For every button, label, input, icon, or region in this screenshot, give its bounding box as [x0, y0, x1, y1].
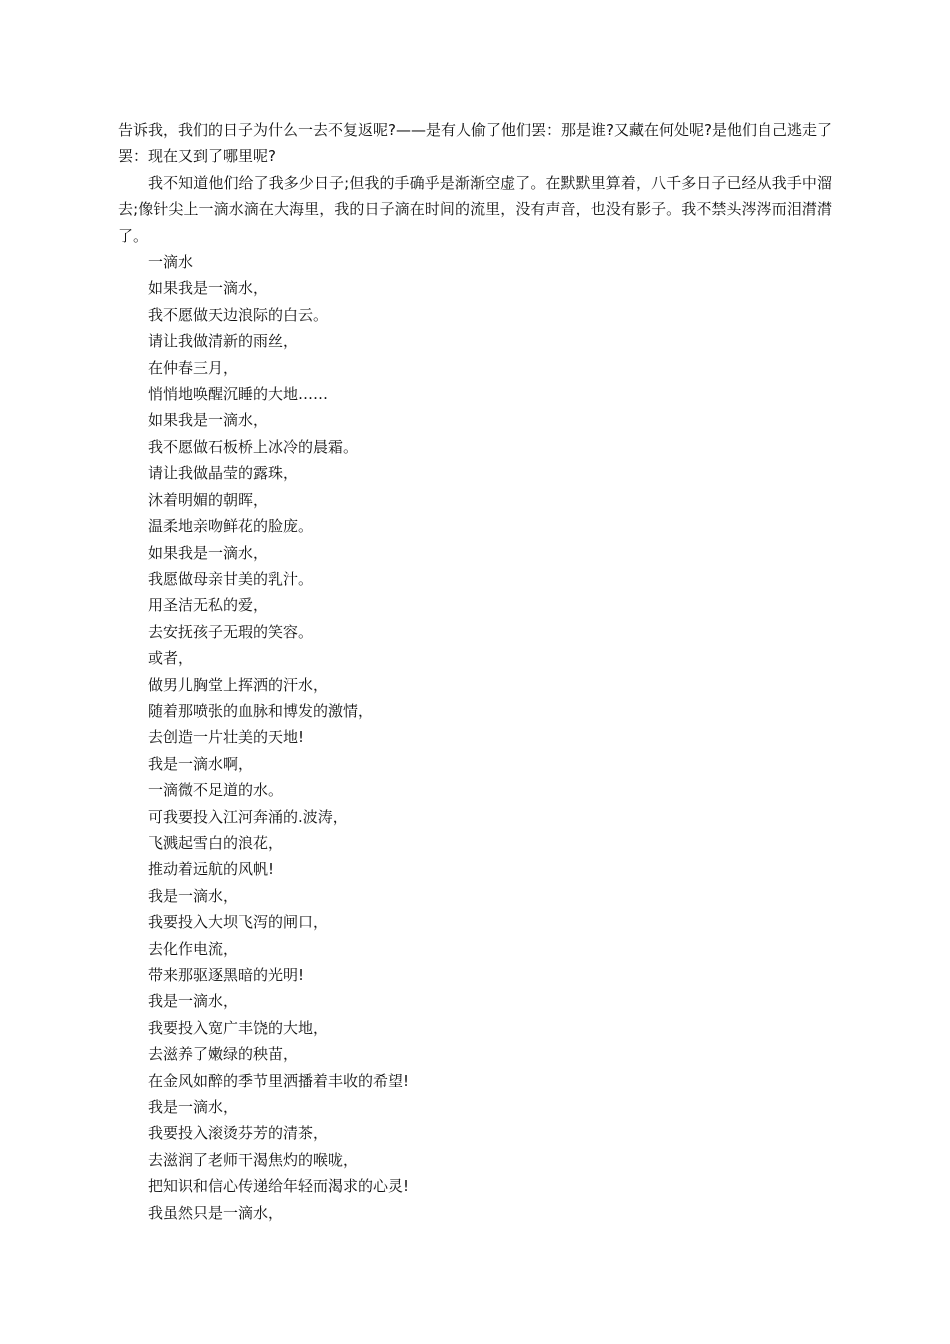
poem-line: 去滋润了老师干渴焦灼的喉咙，: [148, 1150, 359, 1169]
poem-line: 如果我是一滴水，: [148, 543, 269, 562]
poem-line: 请让我做清新的雨丝，: [148, 332, 299, 351]
poem-line: 我要投入大坝飞泻的闸口，: [148, 913, 329, 932]
poem-line: 飞溅起雪白的浪花，: [148, 833, 284, 852]
poem-line: 悄悄地唤醒沉睡的大地……: [148, 385, 329, 404]
poem-line: 去滋养了嫩绿的秧苗，: [148, 1045, 299, 1064]
poem-line: 如果我是一滴水，: [148, 279, 269, 298]
poem-line: 我要投入滚烫芬芳的清茶，: [148, 1124, 329, 1143]
poem-line: 我愿做母亲甘美的乳汁。: [148, 569, 314, 588]
poem-line: 去安抚孩子无瑕的笑容。: [148, 622, 314, 641]
poem-line: 可我要投入江河奔涌的.波涛，: [148, 807, 348, 826]
poem-line: 如果我是一滴水，: [148, 411, 269, 430]
poem-line: 在金风如醉的季节里洒播着丰收的希望!: [148, 1071, 410, 1090]
poem-line: 做男儿胸堂上挥洒的汗水，: [148, 675, 329, 694]
poem-block: [118, 249, 832, 1226]
poem-line: 带来那驱逐黑暗的光明!: [148, 966, 305, 984]
poem-line: 在仲春三月，: [148, 358, 239, 377]
poem-line: 我不愿做石板桥上冰冷的晨霜。: [148, 437, 359, 456]
poem-line: 温柔地亲吻鲜花的脸庞。: [148, 517, 314, 536]
poem-line: 沐着明媚的朝晖，: [148, 490, 269, 509]
paragraph-opening-question: 告诉我，我们的日子为什么一去不复返呢?——是有人偷了他们罢：那是谁?又藏在何处呢?是他们自己逃走了罢：现在又到了哪里呢?: [118, 121, 832, 166]
poem-line: 去化作电流，: [148, 939, 239, 958]
poem-line: 或者，: [148, 649, 194, 668]
poem-line: 用圣洁无私的爱，: [148, 596, 269, 615]
poem-line: 我是一滴水，: [148, 992, 239, 1011]
poem-line: 一滴微不足道的水。: [148, 781, 284, 800]
poem-line: 我虽然只是一滴水，: [148, 1203, 284, 1222]
document-body: [118, 117, 832, 1226]
poem-title: 一滴水: [148, 253, 194, 272]
paragraph-days-slipping: 我不知道他们给了我多少日子;但我的手确乎是渐渐空虚了。在默默里算着，八千多日子已经从我手中溜去;像针尖上一滴水滴在大海里，我的日子滴在时间的流里，没有声音，也没有影子。我不禁头涔涔而泪潸潸了。: [118, 173, 832, 245]
poem-line: 随着那喷张的血脉和博发的激情，: [148, 701, 374, 720]
poem-line: 我要投入宽广丰饶的大地，: [148, 1018, 329, 1037]
poem-line: 推动着远航的风帆!: [148, 860, 275, 879]
poem-line: 我是一滴水，: [148, 1098, 239, 1117]
poem-line: 去创造一片壮美的天地!: [148, 728, 305, 747]
poem-line: 把知识和信心传递给年轻而渴求的心灵!: [148, 1177, 410, 1196]
poem-line: 我不愿做天边浪际的白云。: [148, 305, 329, 324]
poem-line: 我是一滴水啊，: [148, 754, 254, 773]
poem-line: 请让我做晶莹的露珠，: [148, 464, 299, 483]
poem-line: 我是一滴水，: [148, 886, 239, 905]
